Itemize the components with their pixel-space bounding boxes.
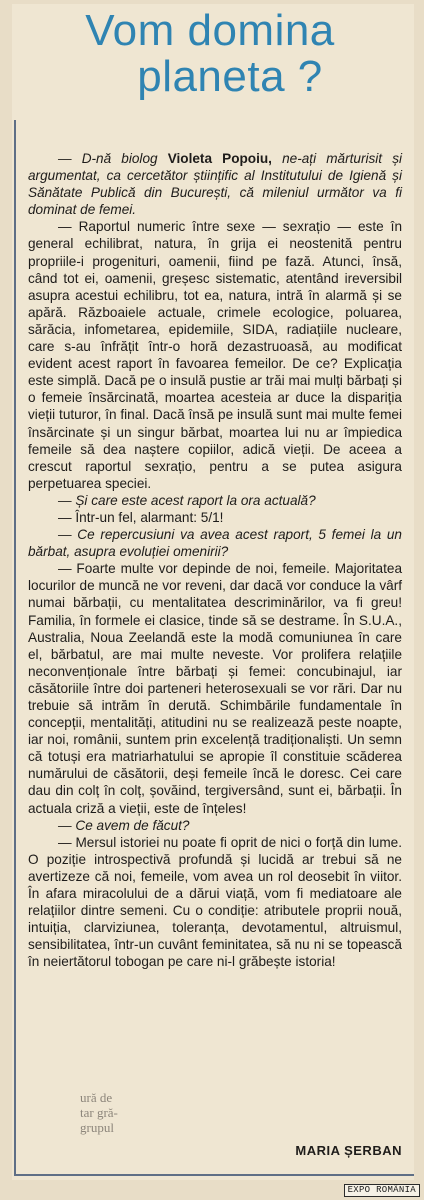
answer-paragraph: — Raportul numeric între sexe — sexrațio — este în general echilibrat, natura, în grija ei neostenită pentru propriile-i progenituri, oamenii, fiind pe fază. Atunci, însă, când tot ei, oamenii, greșesc sistematic, atentând ireversibil asupra acestui echilibru, tot ea, natura, intră în alarmă și se apără. Războaiele actuale, crimele ecologice, poluarea, sărăcia, infometarea, epidemiile, SIDA, radiațiile nucleare, care s-au înfrățit într-o horă dezastruoasă, au modificat evident acest raport în favoarea femeilor. De ce? Explicația este simplă. Dacă pe o insulă pustie ar trăi mai mulți bărbați și o femeie însărcinată, moartea acesteia ar duce la dispariția vieții tuturor, în final. Dacă însă pe insulă sunt mai multe femei însărcinate și un singur bărbat, moartea lui nu ar împiedica femeile să dea naștere copiilor, adică vieții. De aceea a crescut raportul sexrațio, pentru a se putea asigura perpetuarea speciei. [28, 219, 402, 491]
intro-question-rest: ne-ați mărturisit și argumentat, ca cercetător științific al Institutului de Igienă și Sănătate Publică din București, că mileniul următor va fi dominat de femei. [28, 151, 403, 218]
intro-question-lead: — D-nă biolog [58, 151, 168, 166]
author-signature: MARIA ȘERBAN [295, 1143, 402, 1158]
interviewee-name: Violeta Popoiu, [167, 151, 272, 166]
answer-paragraph: — Într-un fel, alarmant: 5/1! [58, 509, 224, 525]
bottom-border-rule [14, 1174, 414, 1176]
question-paragraph: — Ce repercusiuni va avea acest raport, 5 femei la un bărbat, asupra evoluției omenirii? [28, 527, 402, 560]
answer-paragraph: — Foarte multe vor depinde de noi, femeile. Majoritatea locurilor de muncă ne vor reveni, dar dacă vor conduce la vârf numai bărbații, cu mentalitatea descriminărilor, va fi greu! Familia, în formele ei clasice, tinde să se destrame. În S.U.A., Australia, Noua Zeelandă este la modă comuniunea în care el, bărbatul, are mai multe neveste. Vor prolifera relațiile neconvenționale între bărbați și femei: concubinajul, iar căsătoriile între doi parteneri heterosexuali se vor rări. Dar nu trebuie să intrăm în derută. Schimbările fundamentale în concepții, mentalități, atitudini nu se realizează peste noapte, iar noi, românii, suntem prin excelență tradiționaliști. Un semn că totuși era matriarhatului se apropie îl constituie scăderea numărului de căsătorii, deși femeile încă le doresc. Cei care dau din colț în colț, șovăind, tergiversând, sunt ei, bărbații. În actuala criză a vieții, este de înțeles! [28, 561, 402, 816]
left-border-rule [14, 120, 16, 1175]
headline-line-1: Vom domina [85, 6, 335, 55]
answer-paragraph: — Mersul istoriei nu poate fi oprit de nici o forță din lume. O poziție introspectivă profundă și lucidă ar trebui să ne avertizeze că noi, femeile, vom avea un rol deosebit în viitor. În afara miracolului de a dărui viață, vom fi mediatoare ale relațiilor dintre semeni. Cu o condiție: atributele proprii nouă, intuiția, clarviziunea, toleranța, devotamentul, altruismul, sensibilitatea, într-un cuvânt feminitatea, să nu ni se topească în neiertătorul tobogan pe care ni-l grăbește istoria! [28, 834, 402, 970]
bleed-through-line: ură de [80, 1090, 113, 1105]
bleed-through-line: tar gră- [80, 1105, 118, 1120]
article-body [28, 150, 402, 971]
watermark-label: EXPO ROMÂNIA [344, 1184, 420, 1197]
intro-question [28, 150, 402, 218]
bleed-through-fragment [80, 1090, 190, 1135]
headline [30, 8, 390, 100]
bleed-through-line: grupul [80, 1120, 114, 1135]
question-paragraph: — Ce avem de făcut? [58, 817, 190, 833]
question-paragraph: — Și care este acest raport la ora actuală? [58, 492, 316, 508]
headline-line-2: planeta ? [137, 52, 323, 101]
